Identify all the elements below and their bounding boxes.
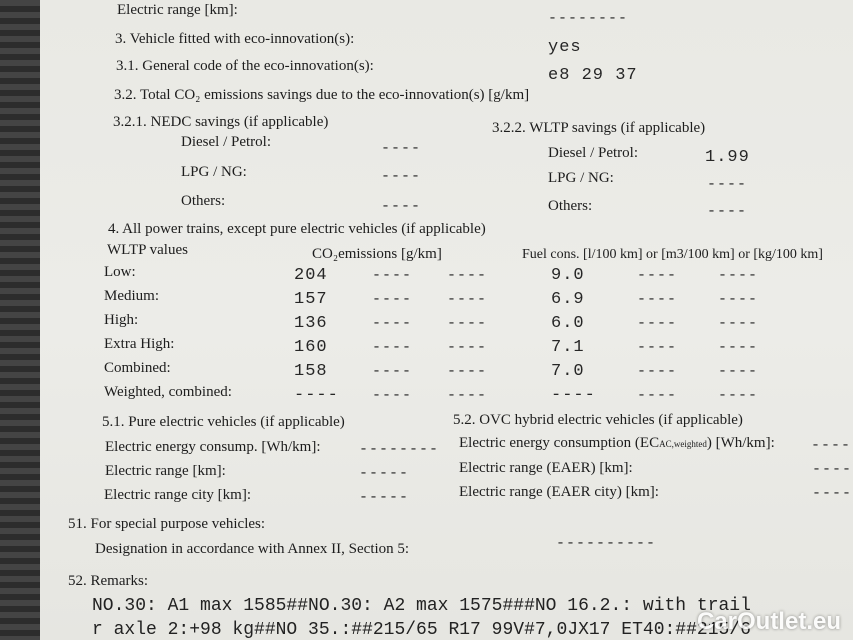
wltp-diesel-label: Diesel / Petrol: (548, 145, 638, 161)
powertrain-row-dash-4: ---- (718, 291, 759, 308)
designation-label: Designation in accordance with Annex II, Section 5: (95, 541, 410, 557)
co2-savings-label: 3.2. Total CO₂ emissions savings due to the eco-innovation(s) [g/km] (114, 87, 530, 103)
powertrain-row-dash-1: ---- (372, 339, 413, 356)
powertrain-row-label: Low: (104, 264, 136, 280)
powertrain-row-co2: ---- (294, 386, 339, 405)
wltp-values-label: WLTP values (107, 242, 188, 258)
ovc-title: 5.2. OVC hybrid electric vehicles (if applicable) (453, 412, 743, 428)
ovc-city-label: Electric range (EAER city) [km]: (459, 484, 659, 500)
powertrain-row-dash-3: ---- (637, 339, 678, 356)
nedc-diesel-value: ---- (381, 140, 422, 157)
powertrain-row-fuel: 6.9 (551, 290, 585, 309)
wltp-title: 3.2.2. WLTP savings (if applicable) (492, 120, 706, 136)
powertrain-row-dash-4: ---- (718, 363, 759, 380)
ovc-energy-label: Electric energy consumption (ECAC,weighted) [Wh/km]: (459, 435, 775, 451)
powertrain-row-dash-3: ---- (637, 291, 678, 308)
nedc-title: 3.2.1. NEDC savings (if applicable) (113, 114, 329, 130)
energy-label: Electric energy consump. [Wh/km]: (105, 439, 321, 455)
wltp-lpg-label: LPG / NG: (548, 170, 614, 186)
powertrain-row-dash-2: ---- (447, 291, 488, 308)
powertrain-row-dash-2: ---- (447, 387, 488, 404)
powertrain-row-dash-2: ---- (447, 363, 488, 380)
powertrain-row-dash-1: ---- (372, 291, 413, 308)
wltp-others-label: Others: (548, 198, 593, 214)
wltp-diesel-value: 1.99 (705, 148, 750, 167)
powertrain-row-dash-2: ---- (447, 339, 488, 356)
eco-fitted-value: yes (548, 38, 582, 57)
powertrain-row-co2: 204 (294, 266, 328, 285)
powertrain-row-label: Extra High: (104, 336, 175, 352)
powertrain-row-fuel: ---- (551, 386, 596, 405)
powertrain-row-dash-3: ---- (637, 267, 678, 284)
powertrain-row-co2: 160 (294, 338, 328, 357)
powertrain-row-dash-2: ---- (447, 267, 488, 284)
nedc-others-value: ---- (381, 198, 422, 215)
co2-header: CO₂emissions [g/km] (312, 246, 442, 262)
powertrain-row-co2: 158 (294, 362, 328, 381)
city-value: ----- (359, 489, 410, 506)
powertrain-row-dash-3: ---- (637, 315, 678, 332)
powertrain-row-dash-1: ---- (372, 267, 413, 284)
electric-range-label: Electric range [km]: (117, 2, 238, 18)
powertrain-row-dash-4: ---- (718, 339, 759, 356)
powertrain-row-co2: 136 (294, 314, 328, 333)
eco-fitted-label: 3. Vehicle fitted with eco-innovation(s): (115, 31, 355, 47)
energy-value: -------- (359, 441, 440, 458)
powertrain-row-co2: 157 (294, 290, 328, 309)
nedc-lpg-value: ---- (381, 168, 422, 185)
ovc-energy-value: ---- (811, 437, 852, 454)
powertrain-row-dash-2: ---- (447, 315, 488, 332)
powertrain-row-dash-1: ---- (372, 315, 413, 332)
range-label: Electric range [km]: (105, 463, 226, 479)
binder-edge (0, 0, 40, 640)
ovc-range-label: Electric range (EAER) [km]: (459, 460, 633, 476)
powertrain-row-fuel: 9.0 (551, 266, 585, 285)
powertrain-row-fuel: 7.1 (551, 338, 585, 357)
nedc-diesel-label: Diesel / Petrol: (181, 134, 271, 150)
wltp-others-value: ---- (707, 203, 748, 220)
wltp-lpg-value: ---- (707, 176, 748, 193)
watermark-logo: CarOutlet.eu (696, 608, 841, 635)
city-label: Electric range city [km]: (104, 487, 252, 503)
electric-range-value: -------- (548, 10, 629, 27)
special-title: 51. For special purpose vehicles: (68, 516, 266, 532)
eco-code-label: 3.1. General code of the eco-innovation(s): (116, 58, 374, 74)
powertrain-row-dash-4: ---- (718, 315, 759, 332)
ovc-range-value: ---- (812, 461, 853, 478)
remarks-line-2: r axle 2:+98 kg##NO 35.:##215/65 R17 99V#7,0JX17 ET40:##215/6 (92, 620, 751, 640)
powertrain-row-fuel: 6.0 (551, 314, 585, 333)
powertrain-row-label: Weighted, combined: (104, 384, 232, 400)
eco-code-value: e8 29 37 (548, 66, 638, 85)
remarks-title: 52. Remarks: (68, 573, 148, 589)
powertrain-row-dash-3: ---- (637, 363, 678, 380)
remarks-line-1: NO.30: A1 max 1585##NO.30: A2 max 1575###NO 16.2.: with trail (92, 596, 751, 616)
powertrain-row-label: Combined: (104, 360, 171, 376)
fuel-header: Fuel cons. [l/100 km] or [m3/100 km] or [kg/100 km] (522, 247, 823, 262)
nedc-others-label: Others: (181, 193, 226, 209)
pure-electric-title: 5.1. Pure electric vehicles (if applicable) (102, 414, 345, 430)
designation-value: ---------- (556, 535, 657, 552)
powertrain-row-fuel: 7.0 (551, 362, 585, 381)
powertrain-row-dash-1: ---- (372, 387, 413, 404)
powertrain-row-dash-4: ---- (718, 387, 759, 404)
range-value: ----- (359, 465, 410, 482)
powertrain-title: 4. All power trains, except pure electric vehicles (if applicable) (108, 221, 486, 237)
powertrain-row-label: High: (104, 312, 139, 328)
powertrain-row-dash-3: ---- (637, 387, 678, 404)
powertrain-row-dash-4: ---- (718, 267, 759, 284)
ovc-city-value: ---- (812, 485, 853, 502)
nedc-lpg-label: LPG / NG: (181, 164, 247, 180)
powertrain-row-label: Medium: (104, 288, 159, 304)
powertrain-row-dash-1: ---- (372, 363, 413, 380)
